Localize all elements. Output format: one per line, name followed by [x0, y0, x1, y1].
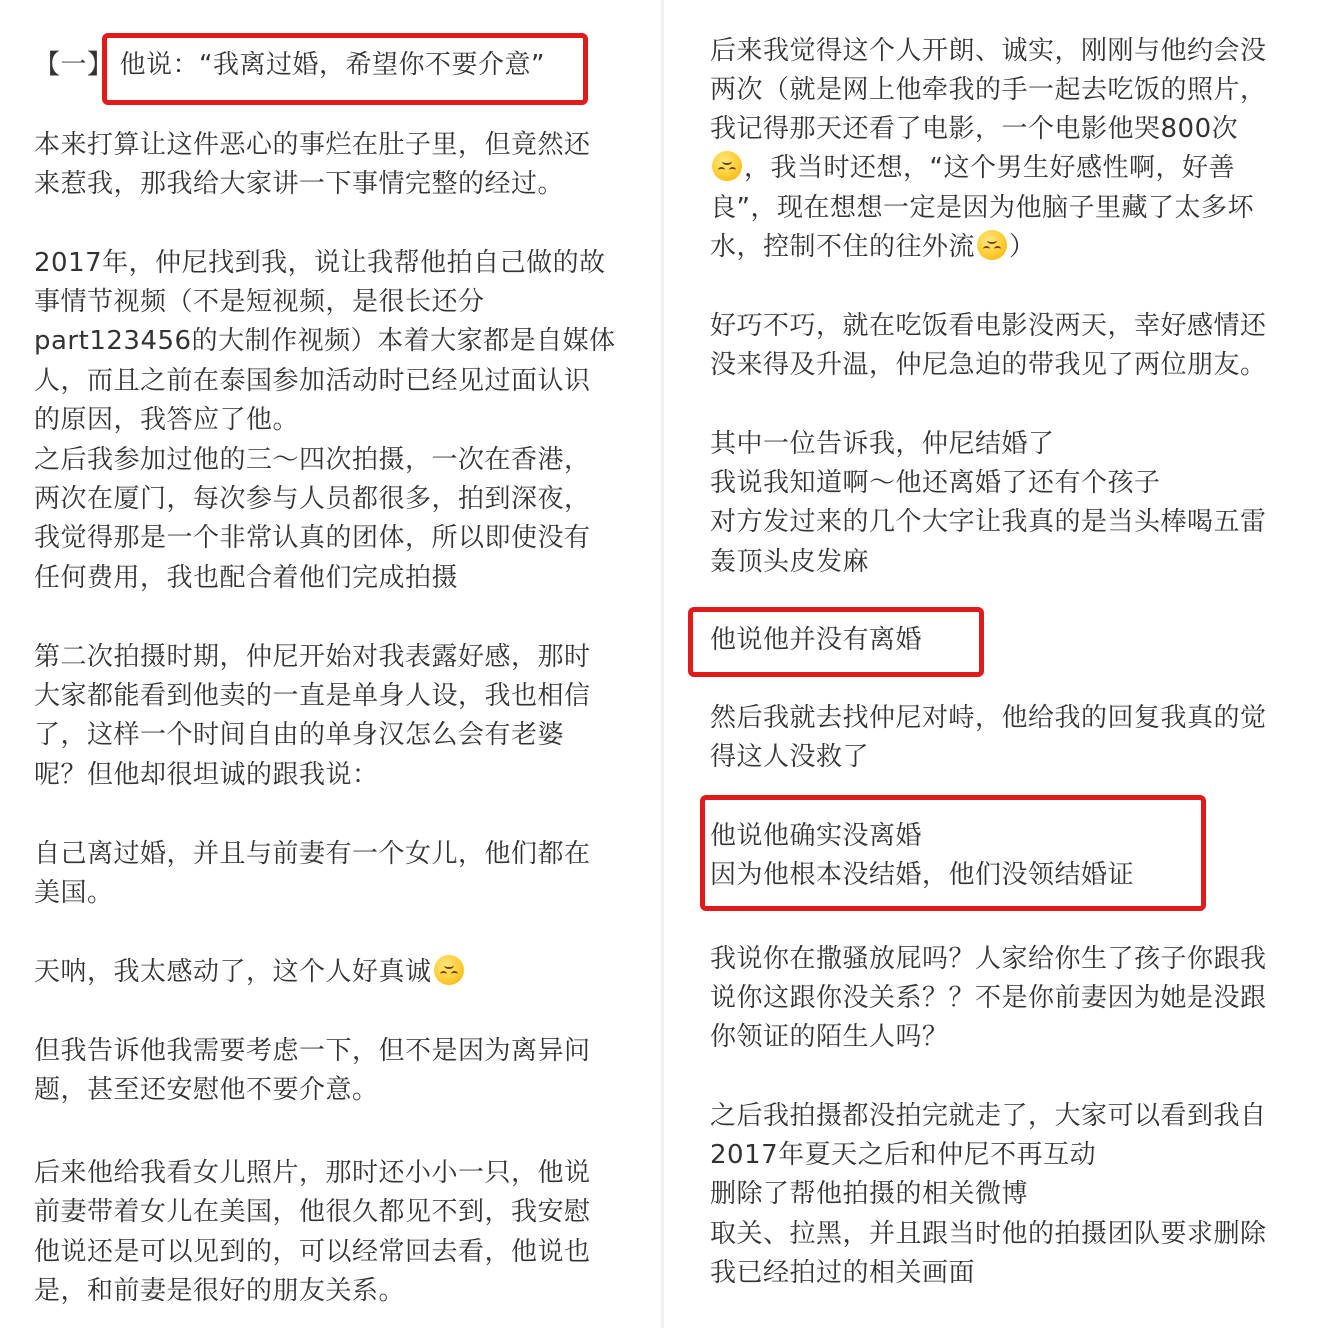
paragraph-line: 之后我参加过他的三～四次拍摄，一次在香港，	[34, 445, 591, 475]
upside-down-face-icon	[977, 230, 1007, 260]
upside-down-face-icon	[712, 151, 742, 181]
paragraph-line: 2017年夏天之后和仲尼不再互动	[710, 1140, 1097, 1170]
paragraph-line: 第二次拍摄时期，仲尼开始对我表露好感，那时	[34, 642, 591, 672]
paragraph-line: 你领证的陌生人吗？	[710, 1022, 949, 1052]
paragraph-line: 我说我知道啊～他还离婚了还有个孩子	[710, 468, 1161, 498]
highlight-box-not-divorced	[688, 607, 984, 677]
paragraph-line: 自己离过婚，并且与前妻有一个女儿，他们都在	[34, 839, 591, 869]
paragraph-line: 两次在厦门，每次参与人员都很多，拍到深夜，	[34, 484, 591, 514]
paragraph-line: 题，甚至还安慰他不要介意。	[34, 1075, 379, 1105]
paragraph-line: 得这人没救了	[710, 742, 870, 772]
highlight-box-heading	[102, 33, 588, 105]
paragraph-line: 事情节视频（不是短视频，是很长还分	[34, 287, 485, 317]
paragraph-line: 对方发过来的几个大字让我真的是当头棒喝五雷	[710, 507, 1267, 537]
paragraph-line: 说你这跟你没关系？？不是你前妻因为她是没跟	[710, 983, 1267, 1013]
paragraph-line: 来惹我，那我给大家讲一下事情完整的经过。	[34, 169, 565, 199]
highlight-box-never-married	[700, 795, 1206, 911]
paragraph-line: 的原因，我答应了他。	[34, 405, 300, 435]
paragraph-line: 大家都能看到他卖的一直是单身人设，我也相信	[34, 681, 591, 711]
heading-prefix: 【一】	[34, 50, 114, 80]
paragraph-text: ，我当时还想，“这个男生好感性啊，好善	[744, 153, 1235, 183]
paragraph-line: 后来他给我看女儿照片，那时还小小一只，他说	[34, 1158, 591, 1188]
paragraph-line: 我说你在撒骚放屁吗？人家给你生了孩子你跟我	[710, 944, 1267, 974]
paragraph-line: 我已经拍过的相关画面	[710, 1258, 976, 1288]
paragraph-line: 取关、拉黑，并且跟当时他的拍摄团队要求删除	[710, 1219, 1267, 1249]
paragraph-text: ）	[1009, 232, 1036, 262]
paragraph-line: 轰顶头皮发麻	[710, 547, 870, 577]
paragraph-line: 我记得那天还看了电影，一个电影他哭800次	[710, 114, 1239, 144]
highlighted-line: 因为他根本没结婚，他们没领结婚证	[710, 860, 1135, 890]
paragraph-line: part123456的大制作视频）本着大家都是自媒体	[34, 326, 616, 356]
paragraph-line: 我觉得那是一个非常认真的团体，所以即使没有	[34, 523, 591, 553]
paragraph-line: 任何费用，我也配合着他们完成拍摄	[34, 563, 459, 593]
paragraph-line: 之后我拍摄都没拍完就走了，大家可以看到我自	[710, 1101, 1267, 1131]
paragraph-line: 但我告诉他我需要考虑一下，但不是因为离异问	[34, 1036, 591, 1066]
paragraph-line	[710, 227, 1036, 267]
paragraph-line: 了，这样一个时间自由的单身汉怎么会有老婆	[34, 720, 565, 750]
left-column	[0, 0, 662, 1328]
paragraph-line: 好巧不巧，就在吃饭看电影没两天，幸好感情还	[710, 311, 1267, 341]
paragraph-line: 删除了帮他拍摄的相关微博	[710, 1179, 1029, 1209]
paragraph-line: 是，和前妻是很好的朋友关系。	[34, 1276, 406, 1306]
upside-down-face-icon	[434, 955, 464, 985]
paragraph-line: 2017年，仲尼找到我，说让我帮他拍自己做的故	[34, 248, 606, 278]
paragraph-line: 其中一位告诉我，仲尼结婚了	[710, 429, 1055, 459]
paragraph-line: 美国。	[34, 878, 114, 908]
paragraph-text: 天呐，我太感动了，这个人好真诚	[34, 957, 432, 987]
paragraph-line: 前妻带着女儿在美国，他很久都见不到，我安慰	[34, 1197, 591, 1227]
highlighted-line: 他说他确实没离婚	[710, 821, 923, 851]
paragraph-line: 他说还是可以见到的，可以经常回去看，他说也	[34, 1237, 591, 1267]
paragraph-line: 人，而且之前在泰国参加活动时已经见过面认识	[34, 366, 591, 396]
heading-quote: 他说：“我离过婚，希望你不要介意”	[119, 50, 545, 80]
highlighted-line: 他说他并没有离婚	[710, 625, 923, 655]
paragraph-line	[710, 148, 1235, 188]
paragraph-line: 没来得及升温，仲尼急迫的带我见了两位朋友。	[710, 350, 1267, 380]
paragraph-line: 良”，现在想想一定是因为他脑子里藏了太多坏	[710, 193, 1254, 223]
paragraph-text: 水，控制不住的往外流	[710, 232, 976, 262]
paragraph-line	[34, 952, 466, 992]
paragraph-line: 然后我就去找仲尼对峙，他给我的回复我真的觉	[710, 703, 1267, 733]
paragraph-line: 呢？但他却很坦诚的跟我说：	[34, 760, 379, 790]
paragraph-line: 本来打算让这件恶心的事烂在肚子里，但竟然还	[34, 130, 591, 160]
paragraph-line: 后来我觉得这个人开朗、诚实，刚刚与他约会没	[710, 36, 1267, 66]
right-column	[664, 0, 1328, 1328]
paragraph-line: 两次（就是网上他牵我的手一起去吃饭的照片，	[710, 75, 1267, 105]
